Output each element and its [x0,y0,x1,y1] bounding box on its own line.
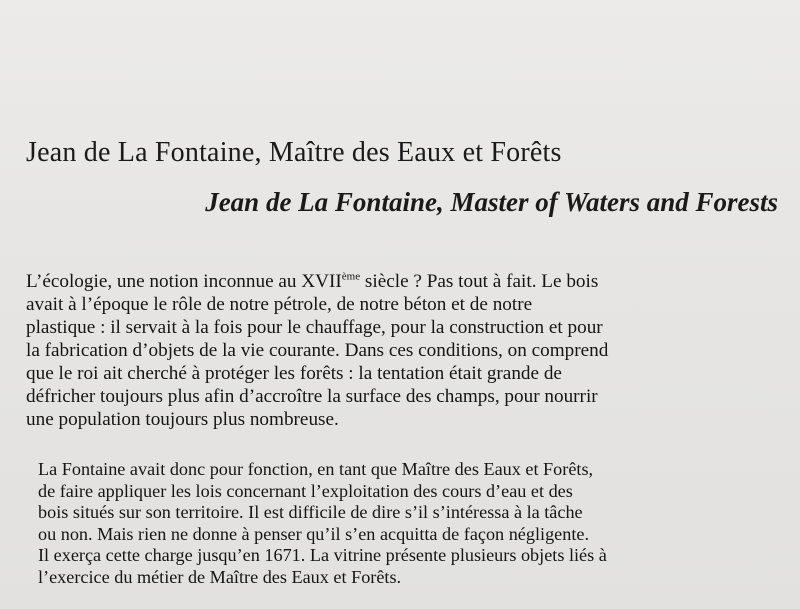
paragraph-line: Il exerça cette charge jusqu’en 1671. La vitrine présente plusieurs objets liés à [38,545,607,565]
paragraph-line: défricher toujours plus afin d’accroître la surface des champs, pour nourrir [26,386,598,407]
paragraph-function [38,459,778,588]
paragraph-line: plastique : il servait à la fois pour le chauffage, pour la construction et pour [26,317,603,338]
paragraph-line: l’exercice du métier de Maître des Eaux et Forêts. [38,566,402,587]
paragraph-line: la fabrication d’objets de la vie courante. Dans ces conditions, on comprend [26,340,609,361]
paragraph-line: bois situés sur son territoire. Il est difficile de dire s’il s’intéressa à la tâche [38,502,583,522]
paragraph-line [26,270,786,293]
paragraph-line: que le roi ait cherché à protéger les forêts : la tentation était grande de [26,363,562,384]
text-segment: L’écologie, une notion inconnue au XVII [26,271,342,292]
paragraph-line: avait à l’époque le rôle de notre pétrole, de notre béton et de notre [26,294,533,315]
english-title: Jean de La Fontaine, Master of Waters and Forests [205,187,778,217]
text-segment: siècle ? Pas tout à fait. Le bois [360,271,599,292]
paragraph-line: une population toujours plus nombreuse. [26,409,339,430]
french-title: Jean de La Fontaine, Maître des Eaux et Forêts [26,137,562,168]
ordinal-superscript: ème [341,270,361,283]
paragraph-line: La Fontaine avait donc pour fonction, en tant que Maître des Eaux et Forêts, [38,459,594,479]
paragraph-ecology [26,270,786,431]
paragraph-line: de faire appliquer les lois concernant l’exploitation des cours d’eau et des [38,480,573,501]
paragraph-line: ou non. Mais rien ne donne à penser qu’il s’en acquitta de façon négligente. [38,523,589,544]
